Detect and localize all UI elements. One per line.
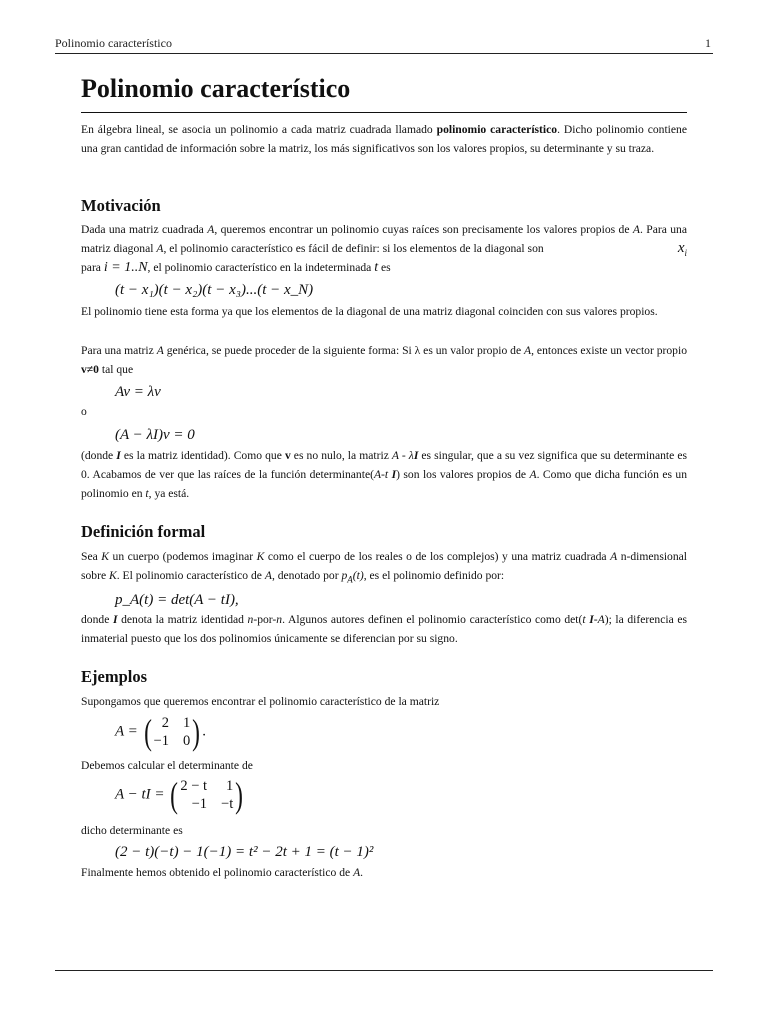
equation-determinant-result: (2 − t)(−t) − 1(−1) = t² − 2t + 1 = (t − 1)² bbox=[115, 844, 374, 860]
intro-paragraph: En álgebra lineal, se asocia un polinomio a cada matriz cuadrada llamado polinomio característico. Dicho polinomio contiene una gran cantidad de información sobre la matriz, los más significativos son los valores propios, su determinante y su traza. bbox=[81, 123, 687, 155]
ejemplos-paragraph-1: Supongamos que queremos encontrar el polinomio característico de la matriz bbox=[81, 695, 440, 708]
definicion-paragraph-1: Sea K un cuerpo (podemos imaginar K como el cuerpo de los reales o de los complejos) y una matriz cuadrada A n-dimensional sobre K. El polinomio característico de A, denotado por $p_A(t)$, es el polinomio definido por: bbox=[81, 550, 688, 585]
section-heading-motivacion: Motivación bbox=[81, 196, 161, 215]
section-heading-ejemplos: Ejemplos bbox=[81, 667, 147, 686]
ejemplos-paragraph-4: Finalmente hemos obtenido el polinomio característico de A. bbox=[81, 866, 364, 879]
motivacion-paragraph-1: Dada una matriz cuadrada A, queremos encontrar un polinomio cuyas raíces son precisamente los valores propios de A. Para una matriz diagonal A, el polinomio característico es fácil de definir: si los elementos de la diagonal son $x_i$ para i = 1..N, el polinomio característico en la indeterminada t es bbox=[81, 223, 687, 275]
motivacion-paragraph-2: El polinomio tiene esta forma ya que los elementos de la diagonal de una matriz diagonal coinciden con sus valores propios. bbox=[81, 305, 658, 318]
page-title: Polinomio característico bbox=[81, 72, 687, 113]
matrix-A-minus-tI: ( 2 − t 1 −1 −t ) bbox=[170, 775, 244, 815]
definicion-paragraph-2: donde I denota la matriz identidad n-por-n. Algunos autores definen el polinomio característico como det(t I-A); la diferencia es inmaterial puesto que los dos polinomios únicamente se diferencian por su signo. bbox=[81, 613, 687, 645]
equation-eigenvalue: Av = λv bbox=[115, 384, 161, 400]
running-header bbox=[55, 36, 713, 54]
matrix-A: ( 2 1 −1 0 ) bbox=[143, 712, 201, 752]
matrix-A-equation: A = ( 2 1 −1 0 ) . bbox=[115, 712, 206, 752]
running-title: Polinomio característico bbox=[55, 36, 172, 50]
page-number: 1 bbox=[705, 36, 711, 50]
section-heading-definicion: Definición formal bbox=[81, 522, 206, 541]
footer-rule bbox=[55, 970, 713, 971]
equation-diagonal-polynomial: (t − x₁)(t − x₂)(t − x₃)...(t − x_N) bbox=[115, 282, 314, 298]
connector-o: o bbox=[81, 405, 87, 418]
ejemplos-paragraph-3: dicho determinante es bbox=[81, 824, 183, 837]
motivacion-paragraph-4: (donde I es la matriz identidad). Como que v es no nulo, la matriz A - λI es singular, que a su vez significa que su determinante es 0. Acabamos de ver que las raíces de la función determinante(A-t I) son los valores propios de A. Como que dicha función es un polinomio en t, ya está. bbox=[81, 449, 688, 500]
equation-singular: (A − λI)v = 0 bbox=[115, 427, 195, 443]
ejemplos-paragraph-2: Debemos calcular el determinante de bbox=[81, 759, 253, 772]
matrix-A-minus-tI-equation: A − tI = ( 2 − t 1 −1 −t ) bbox=[115, 777, 245, 813]
motivacion-paragraph-3: Para una matriz A genérica, se puede proceder de la siguiente forma: Si λ es un valor propio de A, entonces existe un vector propio v≠0 tal que bbox=[81, 344, 688, 376]
equation-characteristic-definition: p_A(t) = det(A − tI), bbox=[115, 592, 239, 608]
